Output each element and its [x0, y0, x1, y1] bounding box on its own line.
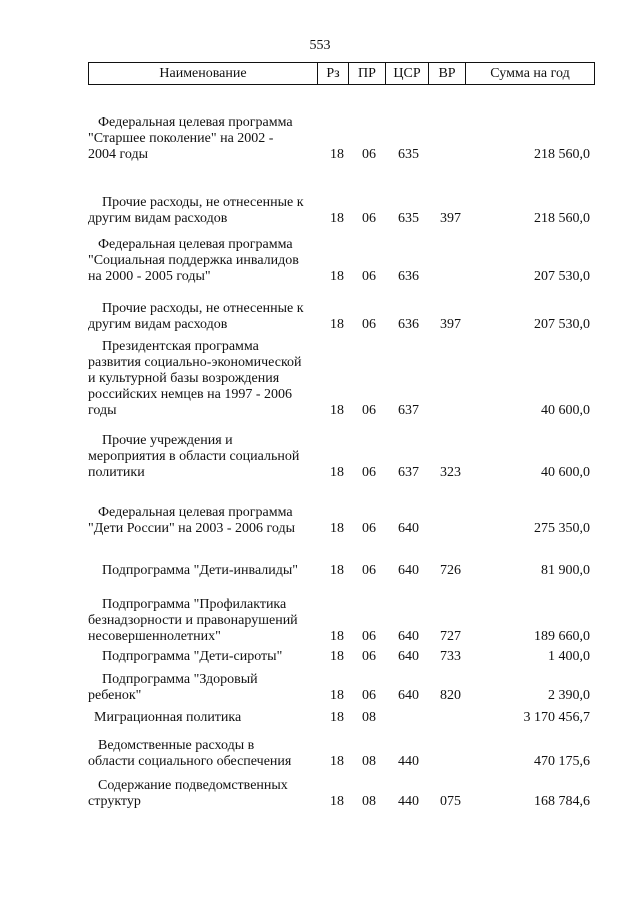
- cell-csr: 640: [398, 563, 419, 578]
- header-rz: Рз: [318, 63, 349, 85]
- cell-pr: 06: [362, 649, 376, 664]
- row-name-line: российских немцев на 1997 - 2006: [88, 387, 293, 402]
- cell-pr: 06: [362, 211, 376, 226]
- cell-rz: 18: [330, 794, 344, 809]
- cell-vr: 075: [440, 794, 461, 809]
- header-csr: ЦСР: [386, 63, 429, 85]
- cell-sum: 168 784,6: [534, 794, 590, 809]
- cell-pr: 06: [362, 465, 376, 480]
- row-name-line: Подпрограмма "Дети-инвалиды": [102, 563, 299, 578]
- cell-rz: 18: [330, 147, 344, 162]
- cell-pr: 08: [362, 754, 376, 769]
- cell-sum: 275 350,0: [534, 521, 590, 536]
- row-name: [88, 115, 328, 163]
- cell-rz: 18: [330, 317, 344, 332]
- cell-pr: 06: [362, 563, 376, 578]
- row-name: [88, 672, 328, 704]
- row-name-line: области социального обеспечения: [88, 754, 292, 769]
- cell-rz: 18: [330, 688, 344, 703]
- row-name-line: Прочие учреждения и: [102, 433, 233, 448]
- row-name: [88, 563, 328, 579]
- cell-rz: 18: [330, 211, 344, 226]
- row-name: [88, 301, 328, 333]
- cell-vr: 820: [440, 688, 461, 703]
- cell-sum: 470 175,6: [534, 754, 590, 769]
- cell-sum: 2 390,0: [548, 688, 590, 703]
- cell-vr: 323: [440, 465, 461, 480]
- cell-csr: 636: [398, 269, 419, 284]
- cell-sum: 207 530,0: [534, 269, 590, 284]
- header-sum: Сумма на год: [466, 63, 595, 85]
- header-pr: ПР: [349, 63, 386, 85]
- header-name: Наименование: [89, 63, 318, 85]
- cell-csr: 635: [398, 147, 419, 162]
- row-name-line: Подпрограмма "Профилактика: [102, 597, 287, 612]
- cell-sum: 40 600,0: [541, 465, 590, 480]
- cell-pr: 06: [362, 317, 376, 332]
- cell-csr: 637: [398, 465, 419, 480]
- row-name: [88, 339, 328, 419]
- cell-pr: 06: [362, 629, 376, 644]
- row-name-line: "Социальная поддержка инвалидов: [88, 253, 299, 268]
- cell-pr: 06: [362, 147, 376, 162]
- row-name-line: и культурной базы возрождения: [88, 371, 280, 386]
- cell-csr: 637: [398, 403, 419, 418]
- row-name: [88, 649, 328, 665]
- cell-rz: 18: [330, 269, 344, 284]
- cell-pr: 08: [362, 794, 376, 809]
- cell-csr: 640: [398, 688, 419, 703]
- cell-sum: 3 170 456,7: [523, 710, 590, 725]
- cell-rz: 18: [330, 563, 344, 578]
- cell-sum: 1 400,0: [548, 649, 590, 664]
- cell-csr: 636: [398, 317, 419, 332]
- cell-csr: 640: [398, 629, 419, 644]
- row-name: [88, 237, 328, 285]
- cell-rz: 18: [330, 649, 344, 664]
- row-name-line: Президентская программа: [102, 339, 259, 354]
- cell-sum: 218 560,0: [534, 147, 590, 162]
- cell-vr: 397: [440, 317, 461, 332]
- row-name-line: безнадзорности и правонарушений: [88, 613, 298, 628]
- row-name-line: мероприятия в области социальной: [88, 449, 300, 464]
- row-name-line: несовершеннолетних": [88, 629, 221, 644]
- row-name: [88, 710, 328, 726]
- row-name: [88, 597, 328, 645]
- row-name-line: Федеральная целевая программа: [98, 505, 293, 520]
- row-name-line: Федеральная целевая программа: [98, 115, 293, 130]
- row-name-line: Ведомственные расходы в: [98, 738, 255, 753]
- row-name-line: Содержание подведомственных: [98, 778, 288, 793]
- cell-csr: 440: [398, 794, 419, 809]
- row-name-line: политики: [88, 465, 145, 480]
- row-name-line: другим видам расходов: [88, 211, 228, 226]
- row-name-line: 2004 годы: [88, 147, 149, 162]
- table-header: [88, 62, 595, 85]
- row-name: [88, 505, 328, 537]
- cell-rz: 18: [330, 710, 344, 725]
- cell-rz: 18: [330, 465, 344, 480]
- row-name-line: Прочие расходы, не отнесенные к: [102, 301, 304, 316]
- cell-sum: 81 900,0: [541, 563, 590, 578]
- row-name-line: на 2000 - 2005 годы": [88, 269, 211, 284]
- row-name-line: годы: [88, 403, 117, 418]
- row-name-line: "Дети России" на 2003 - 2006 годы: [88, 521, 296, 536]
- cell-rz: 18: [330, 754, 344, 769]
- row-name-line: Подпрограмма "Здоровый: [102, 672, 258, 687]
- cell-sum: 218 560,0: [534, 211, 590, 226]
- cell-vr: 727: [440, 629, 461, 644]
- cell-rz: 18: [330, 521, 344, 536]
- row-name-line: Прочие расходы, не отнесенные к: [102, 195, 304, 210]
- row-name-line: другим видам расходов: [88, 317, 228, 332]
- row-name-line: структур: [88, 794, 141, 809]
- row-name: [88, 433, 328, 481]
- cell-rz: 18: [330, 629, 344, 644]
- cell-vr: 397: [440, 211, 461, 226]
- row-name-line: "Старшее поколение" на 2002 -: [88, 131, 274, 146]
- row-name: [88, 738, 328, 770]
- row-name-line: развития социально-экономической: [88, 355, 302, 370]
- cell-sum: 207 530,0: [534, 317, 590, 332]
- cell-pr: 06: [362, 403, 376, 418]
- cell-pr: 06: [362, 521, 376, 536]
- row-name-line: ребенок": [88, 688, 142, 703]
- row-name-line: Миграционная политика: [94, 710, 242, 725]
- cell-vr: 726: [440, 563, 461, 578]
- cell-vr: 733: [440, 649, 461, 664]
- row-name: [88, 195, 328, 227]
- cell-sum: 189 660,0: [534, 629, 590, 644]
- cell-sum: 40 600,0: [541, 403, 590, 418]
- cell-pr: 06: [362, 688, 376, 703]
- cell-pr: 06: [362, 269, 376, 284]
- cell-csr: 440: [398, 754, 419, 769]
- row-name-line: Подпрограмма "Дети-сироты": [102, 649, 283, 664]
- row-name: [88, 778, 328, 810]
- cell-csr: 635: [398, 211, 419, 226]
- cell-rz: 18: [330, 403, 344, 418]
- row-name-line: Федеральная целевая программа: [98, 237, 293, 252]
- cell-pr: 08: [362, 710, 376, 725]
- cell-csr: 640: [398, 521, 419, 536]
- page-number: 553: [309, 38, 331, 53]
- header-vr: ВР: [429, 63, 466, 85]
- cell-csr: 640: [398, 649, 419, 664]
